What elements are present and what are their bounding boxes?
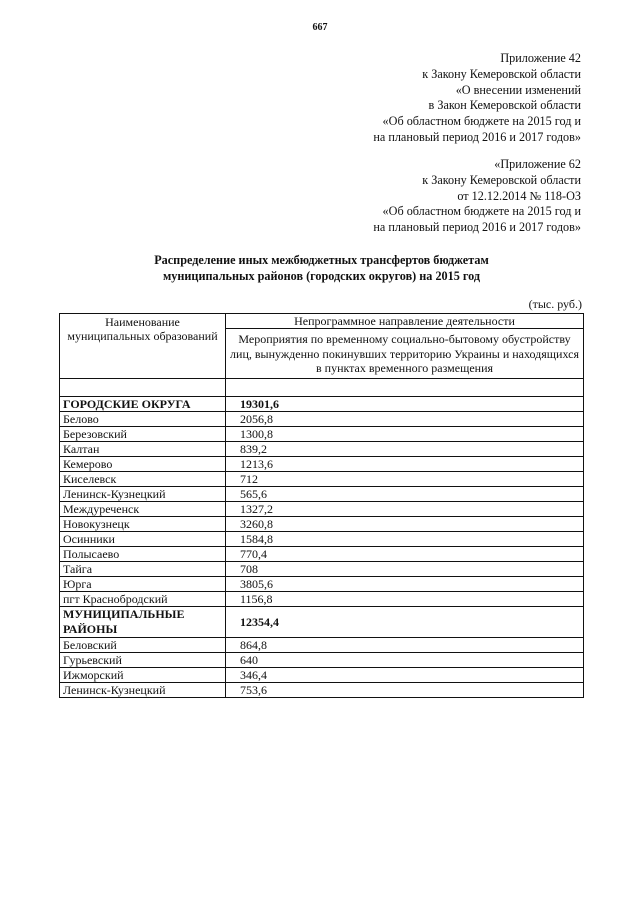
row-name-cell: Белово (60, 411, 226, 426)
appendix-original-line: «Об областном бюджете на 2015 год и (382, 204, 581, 219)
table-spacer-row (60, 378, 584, 396)
row-name-cell: пгт Краснобродский (60, 591, 226, 606)
appendix-current-line: на плановый период 2016 и 2017 годов» (373, 129, 581, 144)
row-name-cell: Беловский (60, 637, 226, 652)
document-title (60, 252, 583, 284)
header-measure-cell: Мероприятия по временному социально-бытовому обустройству лиц, вынужденно покинувших территорию Украины и находящихся в пунктах временного размещения (226, 329, 584, 379)
table-row (60, 561, 584, 576)
row-value-cell: 770,4 (226, 546, 584, 561)
table-row (60, 591, 584, 606)
header-direction-cell: Непрограммное направление деятельности (226, 314, 584, 329)
row-name-cell: Березовский (60, 426, 226, 441)
table-row (60, 486, 584, 501)
row-name-cell: Калтан (60, 441, 226, 456)
appendix-original-block (373, 157, 581, 236)
row-value-cell: 839,2 (226, 441, 584, 456)
section-row-districts (60, 606, 584, 637)
appendix-original-line: на плановый период 2016 и 2017 годов» (373, 220, 581, 235)
title-line: муниципальных районов (городских округов) на 2015 год (162, 269, 480, 283)
table-row (60, 637, 584, 652)
table-row (60, 411, 584, 426)
header-name-cell: Наименование муниципальных образований (60, 314, 226, 379)
row-value-cell: 864,8 (226, 637, 584, 652)
row-value-cell: 708 (226, 561, 584, 576)
transfers-table (59, 313, 584, 698)
row-name-cell: Ленинск-Кузнецкий (60, 486, 226, 501)
appendix-original-line: «Приложение 62 (494, 157, 581, 171)
page-number: 667 (312, 22, 328, 33)
row-value-cell: 753,6 (226, 682, 584, 697)
table-row (60, 426, 584, 441)
row-name-cell: Юрга (60, 576, 226, 591)
table-row (60, 501, 584, 516)
table-row (60, 531, 584, 546)
row-name-cell: Полысаево (60, 546, 226, 561)
section-value-cell: 19301,6 (226, 396, 584, 411)
appendix-original-line: к Закону Кемеровской области (422, 172, 581, 187)
appendix-current-line: Приложение 42 (500, 51, 581, 65)
row-name-cell: Осинники (60, 531, 226, 546)
section-row-cities (60, 396, 584, 411)
table-row (60, 456, 584, 471)
appendix-current-line: в Закон Кемеровской области (428, 98, 581, 113)
row-value-cell: 565,6 (226, 486, 584, 501)
table-row (60, 652, 584, 667)
section-name-cell: МУНИЦИПАЛЬНЫЕ РАЙОНЫ (60, 606, 226, 637)
table-row (60, 516, 584, 531)
table-row (60, 441, 584, 456)
section-value-cell: 12354,4 (226, 606, 584, 637)
appendix-current-line: «Об областном бюджете на 2015 год и (382, 114, 581, 129)
appendix-current-line: к Закону Кемеровской области (422, 66, 581, 81)
table-row (60, 471, 584, 486)
row-name-cell: Междуреченск (60, 501, 226, 516)
table-row (60, 576, 584, 591)
table-row (60, 546, 584, 561)
table-row (60, 682, 584, 697)
row-name-cell: Кемерово (60, 456, 226, 471)
row-value-cell: 1213,6 (226, 456, 584, 471)
section-name-cell: ГОРОДСКИЕ ОКРУГА (60, 396, 226, 411)
appendix-current-line: «О внесении изменений (455, 82, 581, 97)
row-value-cell: 1584,8 (226, 531, 584, 546)
row-value-cell: 1300,8 (226, 426, 584, 441)
row-name-cell: Гурьевский (60, 652, 226, 667)
title-line: Распределение иных межбюджетных трансфертов бюджетам (154, 253, 489, 267)
row-value-cell: 3260,8 (226, 516, 584, 531)
row-name-cell: Киселевск (60, 471, 226, 486)
row-value-cell: 640 (226, 652, 584, 667)
row-value-cell: 1327,2 (226, 501, 584, 516)
row-name-cell: Ижморский (60, 667, 226, 682)
row-value-cell: 2056,8 (226, 411, 584, 426)
row-value-cell: 3805,6 (226, 576, 584, 591)
row-value-cell: 346,4 (226, 667, 584, 682)
row-name-cell: Ленинск-Кузнецкий (60, 682, 226, 697)
table-header-row (60, 314, 584, 329)
row-name-cell: Новокузнецк (60, 516, 226, 531)
spacer-cell (60, 378, 226, 396)
row-value-cell: 1156,8 (226, 591, 584, 606)
spacer-cell (226, 378, 584, 396)
row-value-cell: 712 (226, 471, 584, 486)
appendix-current-block (373, 51, 581, 146)
appendix-original-line: от 12.12.2014 № 118-ОЗ (457, 188, 581, 203)
unit-label: (тыс. руб.) (528, 297, 582, 311)
row-name-cell: Тайга (60, 561, 226, 576)
table-row (60, 667, 584, 682)
